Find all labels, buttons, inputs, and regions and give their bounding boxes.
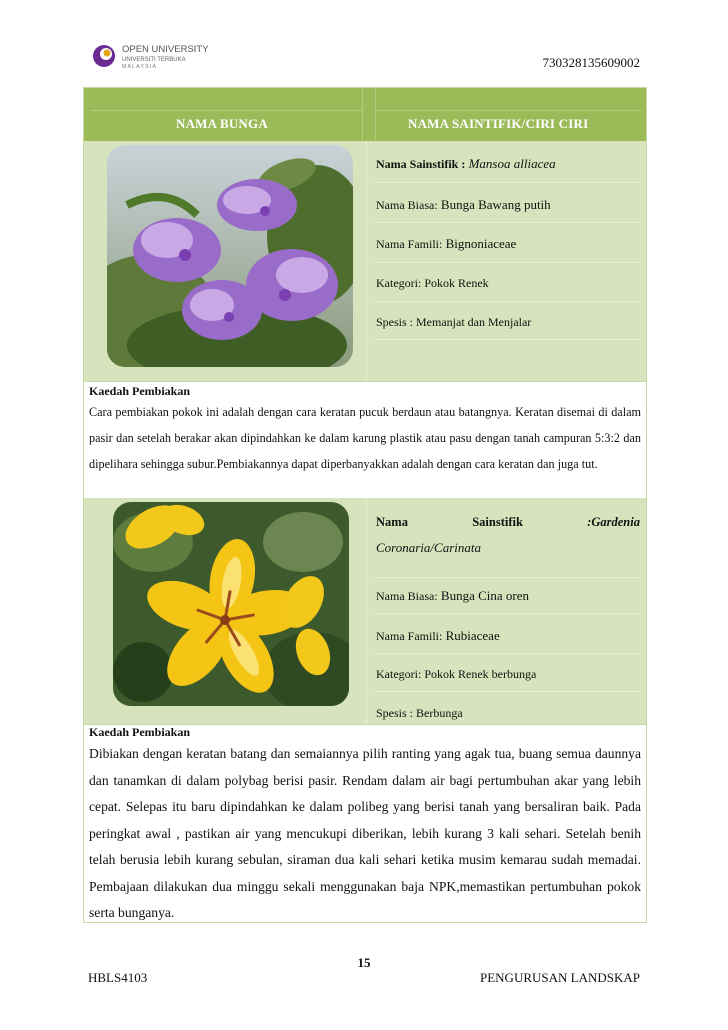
gardenia-nama-biasa: Nama Biasa: Bunga Cina oren bbox=[376, 588, 529, 603]
svg-text:UNIVERSITI TERBUKA: UNIVERSITI TERBUKA bbox=[122, 57, 186, 63]
mansoa-nama-biasa: Nama Biasa: Bunga Bawang putih bbox=[376, 197, 551, 212]
mansoa-kategori: Kategori: Pokok Renek bbox=[376, 276, 489, 290]
course-code: HBLS4103 bbox=[88, 970, 148, 985]
svg-text:MALAYSIA: MALAYSIA bbox=[122, 64, 158, 70]
gardenia-flower-image bbox=[113, 502, 349, 706]
kaedah-pembiakan-title-1: Kaedah Pembiakan bbox=[89, 384, 191, 398]
gardenia-kategori: Kategori: Pokok Renek berbunga bbox=[376, 667, 537, 681]
kaedah-pembiakan-text-1: Cara pembiakan pokok ini adalah dengan cara keratan pucuk berdaun atau batangnya. Keratan disemai di dalam pasir dan setelah berakar akan dipindahkan ke dalam karung plastik atau pasu dengan tanah campuran 5:3:2 dan dipelihara sehingga subur.Pembiakannya dapat diperbanyakkan adalah dengan cara keratan dan juga tut. bbox=[89, 405, 641, 471]
flower-table bbox=[83, 87, 647, 923]
column-header-nama-saintifik: NAMA SAINTIFIK/CIRI CIRI bbox=[408, 116, 589, 131]
mansoa-spesis: Spesis : Memanjat dan Menjalar bbox=[376, 315, 532, 329]
gardenia-spesis: Spesis : Berbunga bbox=[376, 706, 463, 720]
university-logo bbox=[92, 42, 232, 72]
document-id: 730328135609002 bbox=[542, 55, 640, 70]
course-name: PENGURUSAN LANDSKAP bbox=[480, 970, 640, 985]
gardenia-sainstifik: Nama Sainstifik :Gardenia Coronaria/Carinata bbox=[376, 515, 640, 555]
kaedah-pembiakan-title-2: Kaedah Pembiakan bbox=[89, 725, 191, 739]
table-header bbox=[84, 88, 646, 141]
kaedah-pembiakan-text-2: Dibiakan dengan keratan batang dan semaiannya pilih ranting yang agak tua, buang semua daunnya dan tanamkan di dalam polybag berisi pasir. Rendam dalam air bagi pertumbuhan akar yang lebih cepat. Selepas itu baru dipindahkan ke dalam polibeg yang berisi tanah yang bersaliran baik. Pada peringkat awal , pastikan air yang mencukupi diberikan, lebih kurang 3 kali sehari. Setelah benih telah berusia lebih kurang sebulan, siraman dua kali sehari ketika musim kemarau sudah memadai. Pembajaan dilakukan dua minggu sekali menggunakan baja NPK,memastikan pertumbuhan pokok serta bunganya. bbox=[89, 746, 641, 920]
flower-row-mansoa bbox=[84, 141, 646, 381]
mansoa-sainstifik: Nama Sainstifik : Mansoa alliacea bbox=[376, 156, 556, 171]
page-number: 15 bbox=[357, 955, 371, 970]
gardenia-nama-famili: Nama Famili: Rubiaceae bbox=[376, 628, 500, 643]
column-header-nama-bunga: NAMA BUNGA bbox=[176, 116, 268, 131]
mansoa-flower-image bbox=[107, 145, 353, 367]
svg-text:OPEN UNIVERSITY: OPEN UNIVERSITY bbox=[122, 44, 209, 55]
mansoa-nama-famili: Nama Famili: Bignoniaceae bbox=[376, 236, 517, 251]
